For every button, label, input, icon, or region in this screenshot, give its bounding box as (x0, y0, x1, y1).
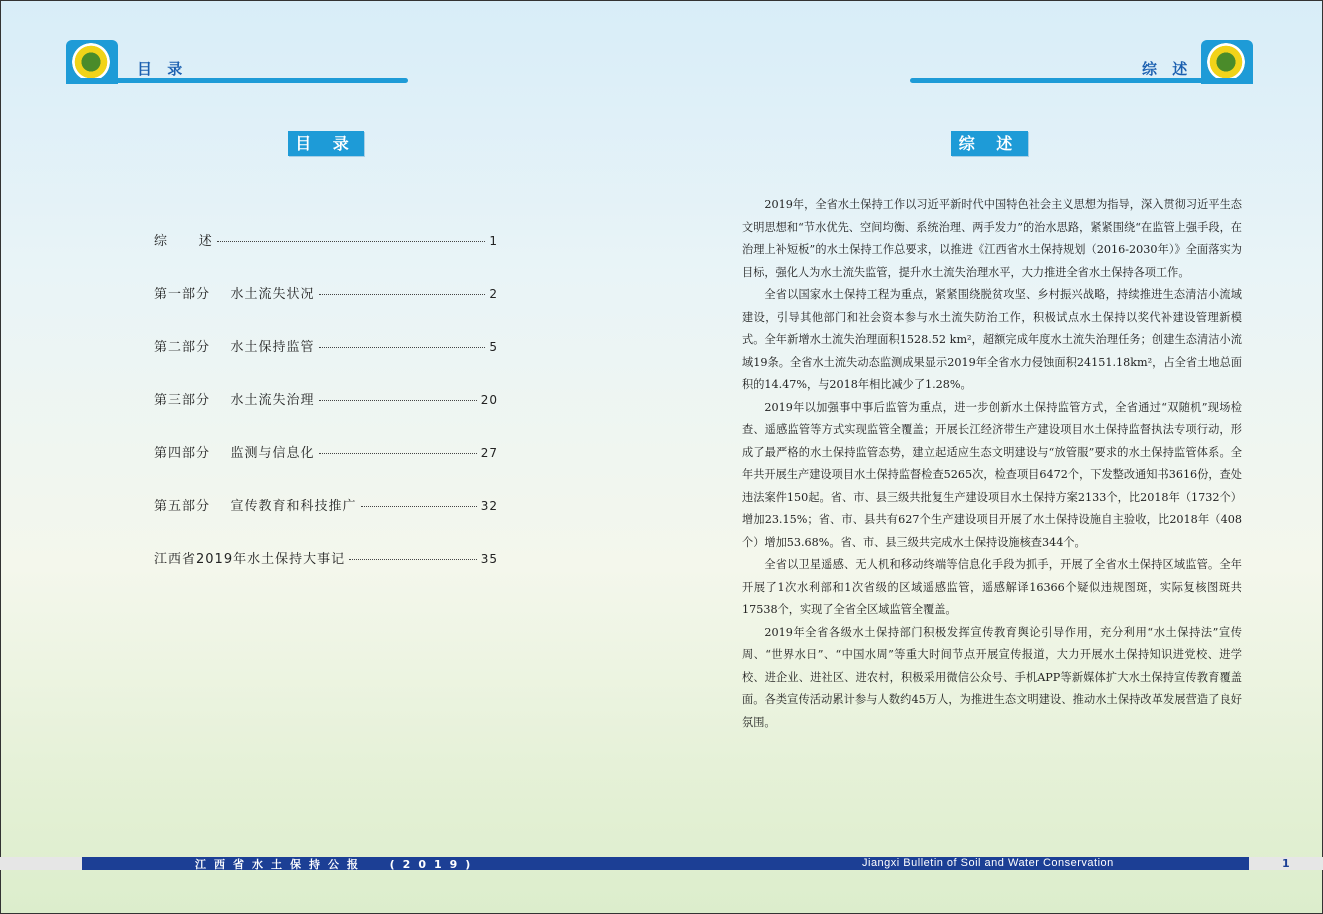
footer-english-title: Jiangxi Bulletin of Soil and Water Conservation (862, 857, 1114, 869)
toc-leader (349, 559, 477, 560)
toc-entry[interactable] (154, 548, 498, 601)
paragraph: 2019年以加强事中事后监管为重点，进一步创新水土保持监管方式，全省通过“双随机”现场检查、遥感监管等方式实现监管全覆盖；开展长江经济带生产建设项目水土保持监督执法专项行动，形成了最严格的水土保持监管态势，建立起适应生态文明建设与“放管服”要求的水土保持监管体系。全年共开展生产建设项目水土保持监督检查5265次，检查项目6472个，下发整改通知书3616份，查处违法案件150起。省、市、县三级共批复生产建设项目水土保持方案2133个，比2018年（1732个）增加23.15%；省、市、县共有627个生产建设项目开展了水土保持设施自主验收，比2018年（408个）增加53.68%。省、市、县三级共完成水土保持设施核查344个。 (742, 400, 1242, 549)
table-of-contents (154, 230, 498, 601)
toc-leader (361, 506, 477, 507)
toc-leader (319, 453, 477, 454)
toc-page-number: 5 (489, 340, 498, 354)
toc-title: 江西省2019年水土保持大事记 (154, 552, 346, 567)
toc-title: 水土保持监管 (230, 340, 315, 355)
toc-entry[interactable] (154, 495, 498, 548)
toc-entry[interactable] (154, 442, 498, 495)
toc-leader (319, 294, 486, 295)
toc-badge: 目 录 (288, 131, 364, 156)
toc-title: 监测与信息化 (230, 446, 315, 461)
paragraph: 全省以国家水土保持工程为重点，紧紧围绕脱贫攻坚、乡村振兴战略，持续推进生态清洁小流域建设，引导其他部门和社会资本参与水土流失防治工作，积极试点水土保持以奖代补建设管理新模式。全年新增水土流失治理面积1528.52 km²，超额完成年度水土流失治理任务；创建生态清洁小流域19条。全省水土流失动态监测成果显示2019年全省水力侵蚀面积24151.18km²，占全省土地总面积的14.47%，与2018年相比减少了1.28%。 (742, 288, 1242, 391)
toc-leader (217, 241, 486, 242)
paragraph: 全省以卫星遥感、无人机和移动终端等信息化手段为抓手，开展了全省水土保持区域监管。全年开展了1次水利部和1次省级的区域遥感监管，遥感解译16366个疑似违规图斑，实际复核图斑共17538个，实现了全省全区域监管全覆盖。 (742, 558, 1242, 616)
toc-part: 综 述 (154, 234, 213, 249)
toc-title: 水土流失治理 (230, 393, 315, 408)
toc-part: 第二部分 (154, 340, 231, 355)
toc-page-number: 32 (480, 499, 498, 513)
left-header-title: 目 录 (137, 60, 188, 78)
overview-article (742, 194, 1242, 734)
toc-title: 水土流失状况 (230, 287, 315, 302)
toc-part: 第三部分 (154, 393, 231, 408)
toc-entry[interactable] (154, 230, 498, 283)
overview-badge: 综 述 (951, 131, 1028, 156)
toc-part: 第一部分 (154, 287, 231, 302)
toc-page-number: 35 (480, 552, 498, 566)
toc-page-number: 27 (480, 446, 498, 460)
header-rule-left (66, 78, 408, 83)
paragraph: 2019年全省各级水土保持部门积极发挥宣传教育舆论引导作用，充分利用“水土保持法”宣传周、“世界水日”、“中国水周”等重大时间节点开展宣传报道，大力开展水土保持知识进党校、进学校、进企业、进社区、进农村，积极采用微信公众号、手机APP等新媒体扩大水土保持宣传教育覆盖面。各类宣传活动累计参与人数约45万人，为推进生态文明建设、推动水土保持改革发展营造了良好氛围。 (742, 625, 1242, 729)
toc-entry[interactable] (154, 389, 498, 442)
toc-page-number: 1 (489, 234, 498, 248)
toc-title: 宣传教育和科技推广 (230, 499, 357, 514)
page-number: 1 (1282, 857, 1290, 870)
toc-part: 第五部分 (154, 499, 231, 514)
toc-leader (319, 400, 477, 401)
toc-entry[interactable] (154, 283, 498, 336)
right-header-title: 综 述 (1142, 60, 1193, 78)
paragraph: 2019年，全省水土保持工作以习近平新时代中国特色社会主义思想为指导，深入贯彻习近平生态文明思想和“节水优先、空间均衡、系统治理、两手发力”的治水思路，紧紧围绕“在监管上强手段，在治理上补短板”的水土保持工作总要求，以推进《江西省水土保持规划（2016-2030年）》全面落实为目标，强化人为水土流失监管，提升水土流失治理水平，大力推进全省水土保持各项工作。 (742, 198, 1242, 279)
toc-part: 第四部分 (154, 446, 231, 461)
toc-page-number: 2 (489, 287, 498, 301)
footer-chinese-title: 江西省水土保持公报 (2019) (195, 858, 479, 871)
header-rule-right (910, 78, 1252, 83)
toc-entry[interactable] (154, 336, 498, 389)
toc-page-number: 20 (480, 393, 498, 407)
toc-leader (319, 347, 486, 348)
